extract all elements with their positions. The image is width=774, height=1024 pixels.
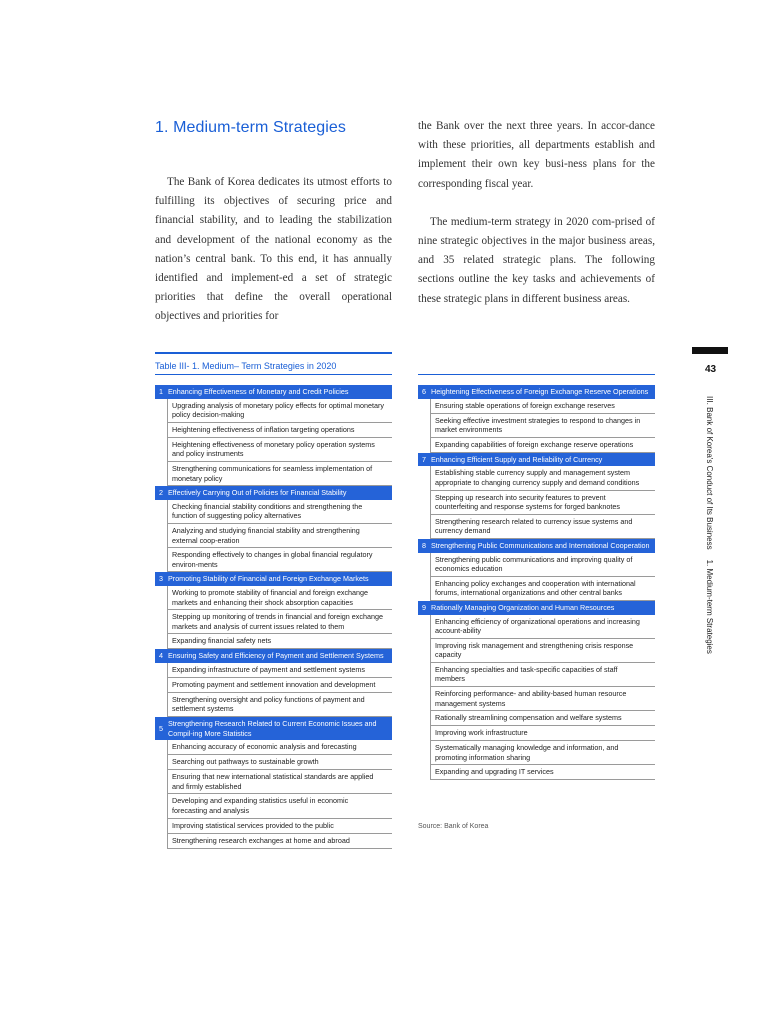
category-number: 4 xyxy=(159,651,163,661)
category-header xyxy=(418,385,655,399)
strategy-item: Expanding and upgrading IT services xyxy=(430,765,655,780)
strategy-item: Strengthening research related to currency issue systems and currency demand xyxy=(430,515,655,539)
strategy-item: Improving statistical services provided to the public xyxy=(167,819,392,834)
category-header xyxy=(155,486,392,500)
category-number: 5 xyxy=(159,723,163,733)
category-title: Strengthening Research Related to Current Economic Issues and Compil-ing More Statistics xyxy=(168,719,377,738)
strategy-item: Enhancing specialties and task-specific capacities of staff members xyxy=(430,663,655,687)
running-header xyxy=(700,396,714,656)
category-title: Strengthening Public Communications and International Cooperation xyxy=(431,540,650,550)
category-header xyxy=(155,649,392,663)
strategy-item: Improving work infrastructure xyxy=(430,726,655,741)
section-title: 1. Medium-term Strategies xyxy=(705,559,714,654)
strategy-item: Developing and expanding statistics useful in economic forecasting and analysis xyxy=(167,794,392,818)
strategy-item: Enhancing accuracy of economic analysis and forecasting xyxy=(167,740,392,755)
strategy-item: Reinforcing performance- and ability-based human resource management systems xyxy=(430,687,655,711)
category-title: Rationally Managing Organization and Human Resources xyxy=(431,602,615,612)
strategy-item: Stepping up research into security features to prevent counterfeiting and response systems for forged banknotes xyxy=(430,491,655,515)
category-title: Ensuring Safety and Efficiency of Payment and Settlement Systems xyxy=(168,651,384,661)
strategy-item: Establishing stable currency supply and management system appropriate to changing currency supply and demand conditions xyxy=(430,466,655,490)
section-heading: 1. Medium-term Strategies xyxy=(155,119,347,136)
category-header xyxy=(418,539,655,553)
body-paragraph: The medium-term strategy in 2020 com-prised of nine strategic objectives in the major business areas, and 35 related strategic plans. The following sections outline the key tasks and achievements of these strategic plans in different business areas. xyxy=(418,215,655,305)
strategy-item: Checking financial stability conditions and strengthening the function of suggesting policy alternatives xyxy=(167,500,392,524)
category-number: 9 xyxy=(422,602,426,612)
strategy-item: Rationally streamlining compensation and welfare systems xyxy=(430,711,655,726)
category-number: 6 xyxy=(422,387,426,396)
body-paragraph: The Bank of Korea dedicates its utmost efforts to fulfilling its objectives of securing price and financial stability, and to leading the stabilization and development of the national economy as the nation’s central bank. To this end, it has annually identified and implement-ed a set of strategic priorities that define the overall operational objectives and priorities for xyxy=(155,176,392,323)
body-right-column xyxy=(418,117,655,309)
category-title: Enhancing Efficient Supply and Reliability of Currency xyxy=(431,454,603,464)
strategy-item: Improving risk management and strengthening crisis response capacity xyxy=(430,639,655,663)
category-number: 2 xyxy=(159,488,163,498)
strategy-item: Responding effectively to changes in global financial regulatory environ-ments xyxy=(167,548,392,572)
category-header xyxy=(155,572,392,586)
category-number: 8 xyxy=(422,540,426,550)
strategy-item: Strengthening research exchanges at home and abroad xyxy=(167,834,392,849)
strategy-item: Expanding financial safety nets xyxy=(167,634,392,649)
strategy-item: Working to promote stability of financial and foreign exchange markets and enhancing their shock absorption capacities xyxy=(167,586,392,610)
strategy-item: Searching out pathways to sustainable growth xyxy=(167,755,392,770)
category-title: Enhancing Effectiveness of Monetary and Credit Policies xyxy=(168,387,349,396)
strategy-table-right xyxy=(418,385,655,780)
category-number: 7 xyxy=(422,454,426,464)
strategy-item: Ensuring that new international statistical standards are applied and firmly established xyxy=(167,770,392,794)
category-header xyxy=(155,717,392,740)
table-title: Table III- 1. Medium– Term Strategies in 2020 xyxy=(155,361,337,371)
category-title: Effectively Carrying Out of Policies for Financial Stability xyxy=(168,488,347,498)
strategy-item: Enhancing policy exchanges and cooperation with international forums, international organizations and other central banks xyxy=(430,577,655,601)
body-left-column xyxy=(155,173,392,327)
category-title: Heightening Effectiveness of Foreign Exchange Reserve Operations xyxy=(431,387,649,396)
category-header xyxy=(418,453,655,467)
page-marker-bar xyxy=(692,347,728,354)
strategy-item: Heightening effectiveness of inflation targeting operations xyxy=(167,423,392,438)
strategy-table-left xyxy=(155,385,392,849)
strategy-item: Strengthening communications for seamless implementation of monetary policy xyxy=(167,462,392,486)
category-number: 3 xyxy=(159,574,163,584)
strategy-item: Enhancing efficiency of organizational operations and increasing account-ability xyxy=(430,615,655,639)
category-header xyxy=(418,601,655,615)
page-number: 43 xyxy=(705,364,717,375)
strategy-item: Seeking effective investment strategies to respond to changes in market environments xyxy=(430,414,655,438)
strategy-item: Stepping up monitoring of trends in financial and foreign exchange markets and analysis of current issues related to them xyxy=(167,610,392,634)
strategy-item: Strengthening oversight and policy functions of payment and settlement systems xyxy=(167,693,392,717)
table-rule xyxy=(155,374,392,375)
strategy-item: Upgrading analysis of monetary policy effects for optimal monetary policy decision-making xyxy=(167,399,392,423)
table-source: Source: Bank of Korea xyxy=(418,823,489,830)
chapter-title: III. Bank of Korea's Conduct of Its Business xyxy=(705,396,714,550)
strategy-item: Strengthening public communications and improving quality of economics education xyxy=(430,553,655,577)
body-paragraph: the Bank over the next three years. In accor-dance with these priorities, all departments establish and implement their own key busi-ness plans for the corresponding fiscal year. xyxy=(418,120,655,190)
strategy-item: Analyzing and studying financial stability and strengthening external coop-eration xyxy=(167,524,392,548)
strategy-item: Expanding infrastructure of payment and settlement systems xyxy=(167,663,392,678)
category-title: Promoting Stability of Financial and Foreign Exchange Markets xyxy=(168,574,369,584)
category-number: 1 xyxy=(159,387,163,396)
strategy-item: Heightening effectiveness of monetary policy operation systems and policy instruments xyxy=(167,438,392,462)
strategy-item: Systematically managing knowledge and information, and promoting information sharing xyxy=(430,741,655,765)
strategy-item: Promoting payment and settlement innovation and development xyxy=(167,678,392,693)
strategy-item: Ensuring stable operations of foreign exchange reserves xyxy=(430,399,655,414)
table-rule xyxy=(418,374,655,375)
table-top-rule xyxy=(155,352,392,354)
strategy-item: Expanding capabilities of foreign exchange reserve operations xyxy=(430,438,655,453)
category-header xyxy=(155,385,392,399)
